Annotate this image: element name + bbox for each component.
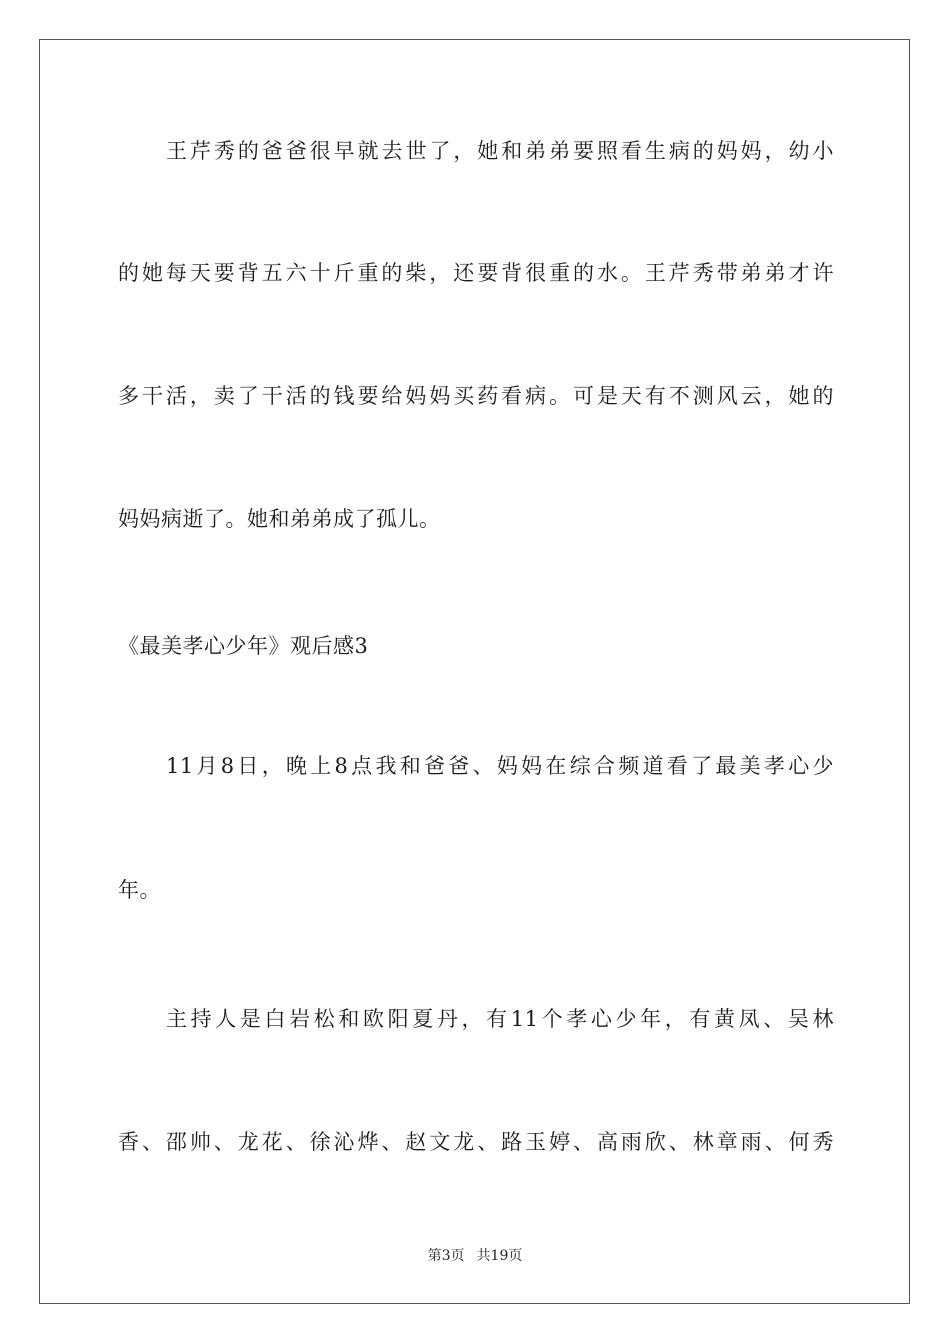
paragraph-1-line-2: 的她每天要背五六十斤重的柴，还要背很重的水。王芹秀带弟弟才许 xyxy=(118,261,834,285)
paragraph-1-line-1: 王芹秀的爸爸很早就去世了，她和弟弟要照看生病的妈妈，幼小 xyxy=(166,139,834,163)
page-number: 第3页 xyxy=(427,1248,465,1264)
paragraph-3-line-1: 主持人是白岩松和欧阳夏丹，有11个孝心少年，有黄凤、吴林 xyxy=(166,1007,834,1031)
paragraph-1-line-3: 多干活，卖了干活的钱要给妈妈买药看病。可是天有不测风云，她的 xyxy=(118,384,834,408)
paragraph-2-line-1: 11月8日，晚上8点我和爸爸、妈妈在综合频道看了最美孝心少 xyxy=(166,754,834,778)
section-heading: 《最美孝心少年》观后感3 xyxy=(118,634,369,658)
page-footer xyxy=(0,1246,950,1266)
paragraph-2-line-2: 年。 xyxy=(118,878,161,902)
page-total: 共19页 xyxy=(476,1248,523,1264)
paragraph-1-line-4: 妈妈病逝了。她和弟弟成了孤儿。 xyxy=(118,507,441,531)
paragraph-3-line-2: 香、邵帅、龙花、徐沁烨、赵文龙、路玉婷、高雨欣、林章雨、何秀 xyxy=(118,1130,834,1154)
page-border xyxy=(39,39,910,1304)
